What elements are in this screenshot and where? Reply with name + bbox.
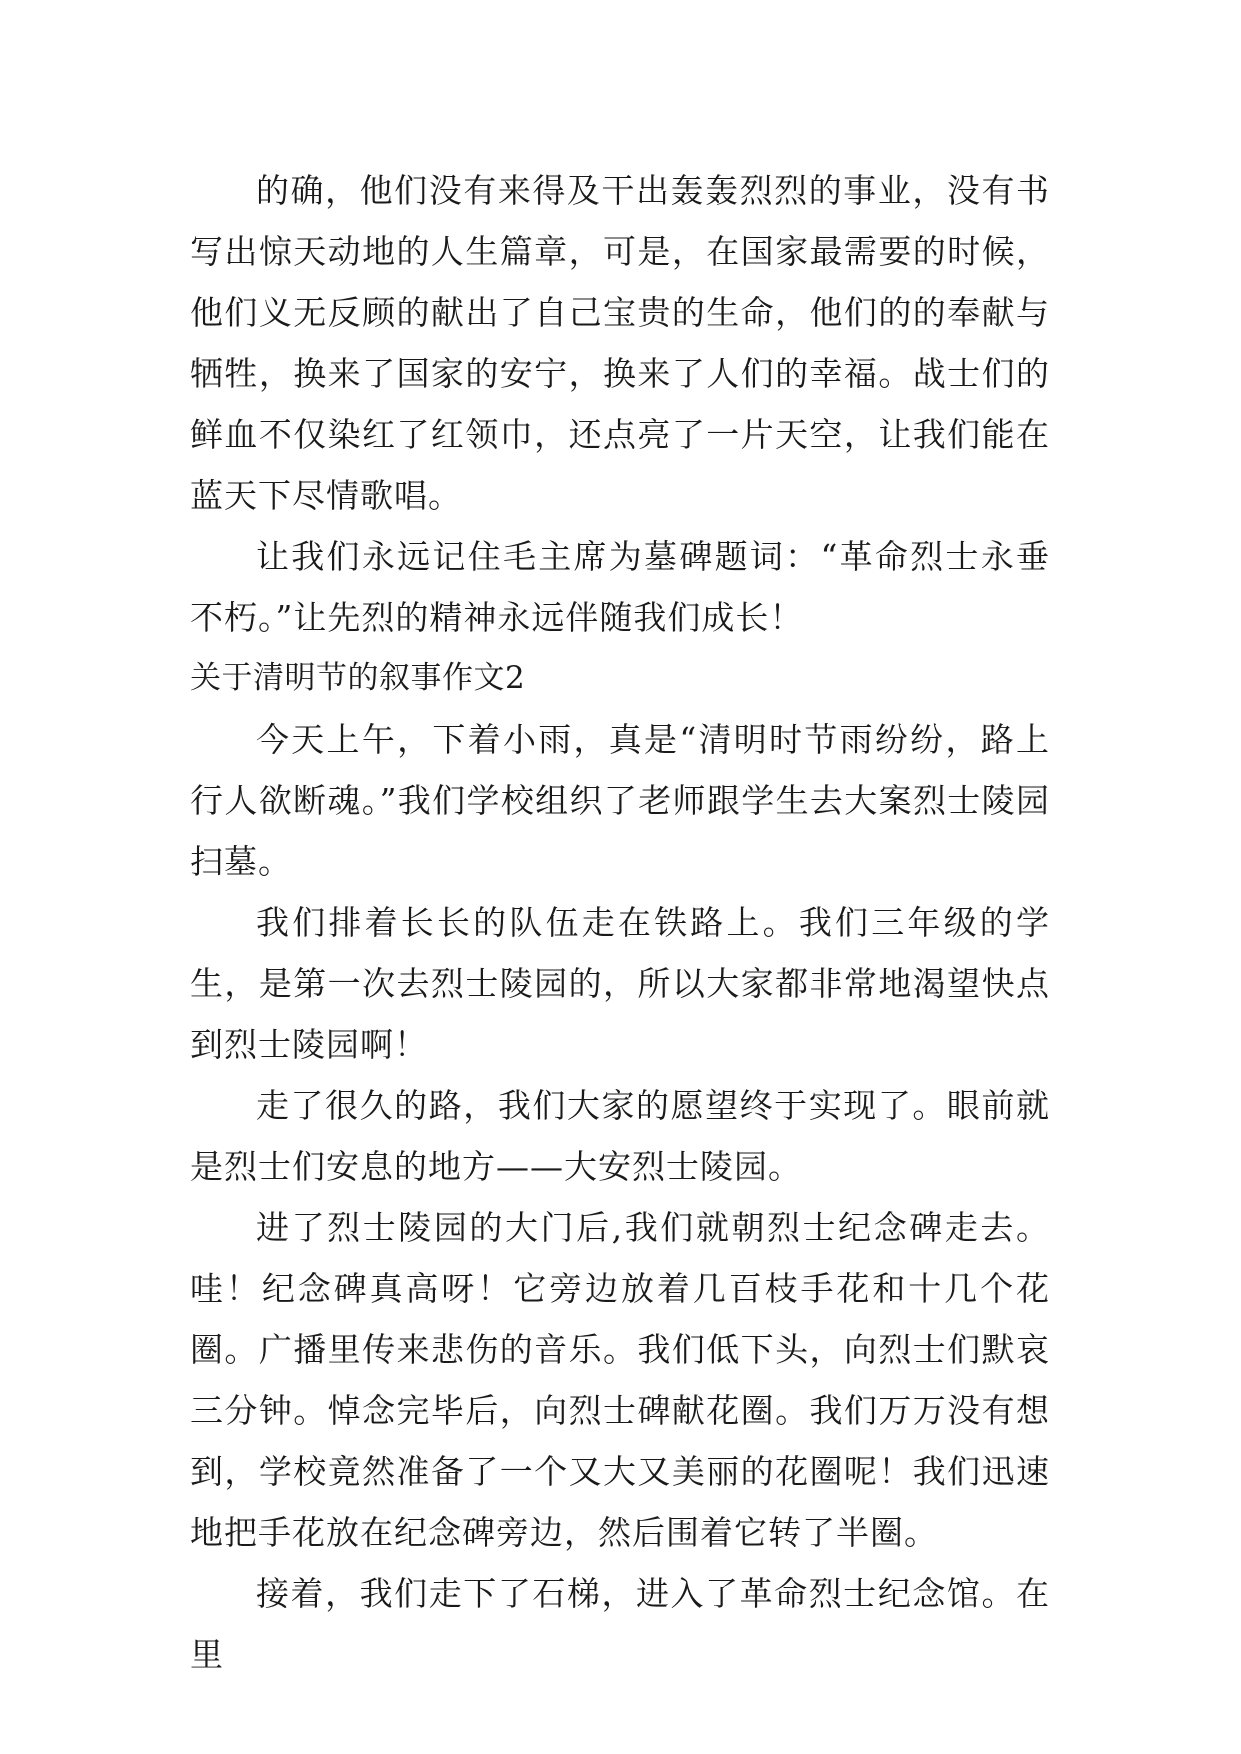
paragraph: 走了很久的路，我们大家的愿望终于实现了。眼前就是烈士们安息的地方——大安烈士陵园。 bbox=[190, 1086, 1050, 1186]
paragraph: 我们排着长长的队伍走在铁路上。我们三年级的学生，是第一次去烈士陵园的，所以大家都非常地渴望快点到烈士陵园啊！ bbox=[190, 903, 1050, 1064]
section-heading: 关于清明节的叙事作文2 bbox=[190, 660, 526, 696]
paragraph: 接着，我们走下了石梯，进入了革命烈士纪念馆。在里 bbox=[190, 1574, 1050, 1674]
paragraph: 的确，他们没有来得及干出轰轰烈烈的事业，没有书写出惊天动地的人生篇章，可是，在国家最需要的时候，他们义无反顾的献出了自己宝贵的生命，他们的的奉献与牺牲，换来了国家的安宁，换来了人们的幸福。战士们的鲜血不仅染红了红领巾，还点亮了一片天空，让我们能在蓝天下尽情歌唱。 bbox=[190, 171, 1050, 515]
document-page bbox=[190, 160, 1050, 1685]
paragraph: 让我们永远记住毛主席为墓碑题词：“革命烈士永垂不朽。”让先烈的精神永远伴随我们成长！ bbox=[190, 537, 1050, 637]
paragraph: 进了烈士陵园的大门后,我们就朝烈士纪念碑走去。哇！纪念碑真高呀！它旁边放着几百枝手花和十几个花圈。广播里传来悲伤的音乐。我们低下头，向烈士们默哀三分钟。悼念完毕后，向烈士碑献花圈。我们万万没有想到，学校竟然准备了一个又大又美丽的花圈呢！我们迅速地把手花放在纪念碑旁边，然后围着它转了半圈。 bbox=[190, 1208, 1050, 1552]
paragraph: 今天上午，下着小雨，真是“清明时节雨纷纷，路上行人欲断魂。”我们学校组织了老师跟学生去大案烈士陵园扫墓。 bbox=[190, 720, 1050, 881]
